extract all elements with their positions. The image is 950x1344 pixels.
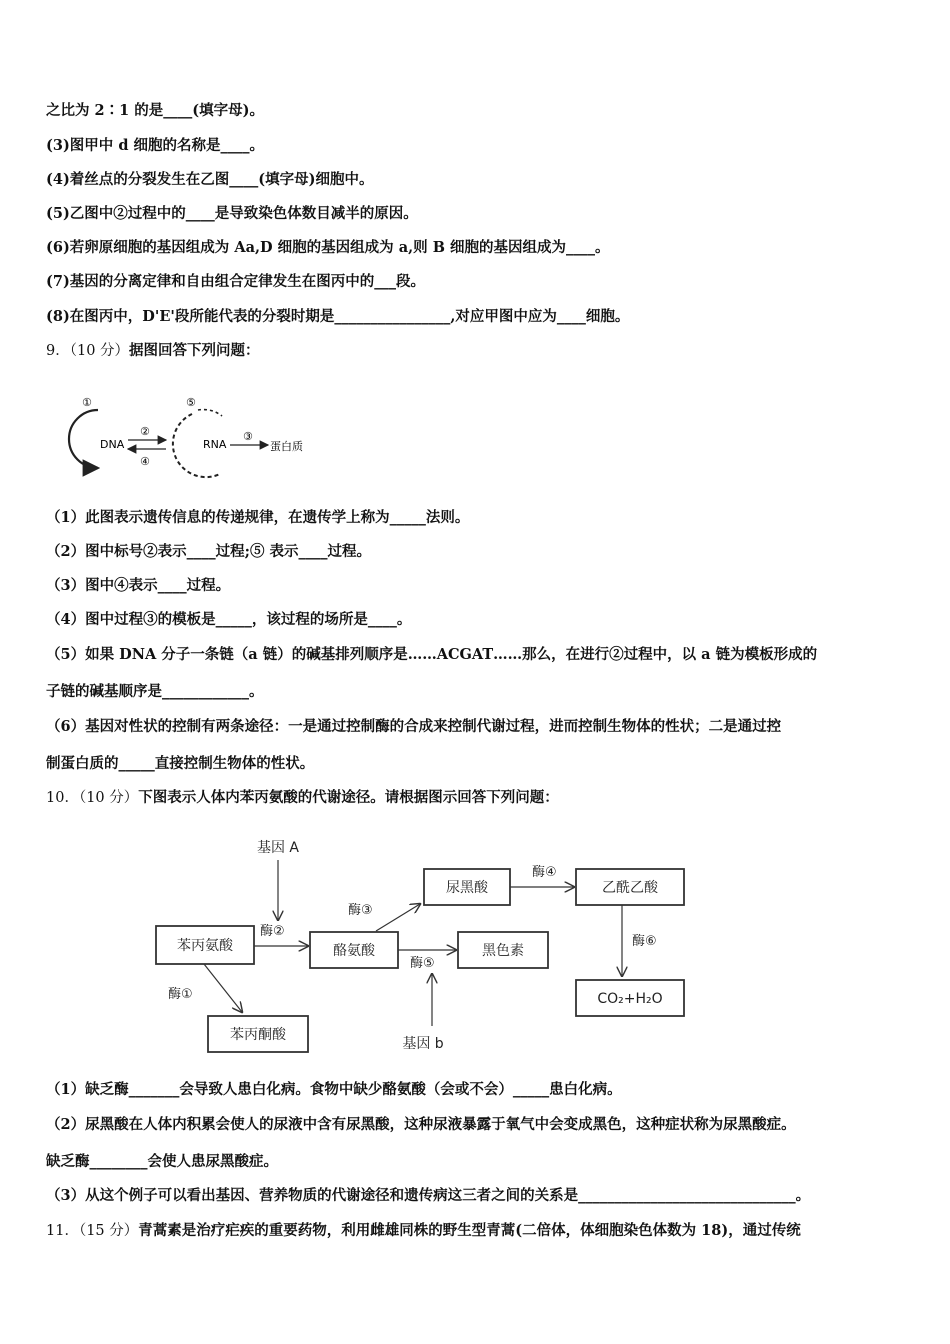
q9-number: 9．（10 分） bbox=[46, 343, 130, 359]
q8-item-6: (6)若卵原细胞的基因组成为 Aa,D 细胞的基因组成为 a,则 B 细胞的基因组成为____。 bbox=[46, 239, 610, 256]
rna-label: RNA bbox=[203, 438, 227, 451]
label-acetoacetic-acid: 乙酰乙酸 bbox=[602, 880, 658, 896]
label-tyrosine: 酪氨酸 bbox=[333, 943, 375, 959]
q10-sub-3: （3）从这个例子可以看出基因、营养物质的代谢途径和遗传病这三者之间的关系是______________________________。 bbox=[46, 1187, 811, 1204]
label-3: ③ bbox=[243, 430, 253, 443]
label-homogentisic-acid: 尿黑酸 bbox=[446, 880, 488, 896]
q8-item-3: (3)图甲中 d 细胞的名称是____。 bbox=[46, 137, 265, 154]
q9-sub-1: （1）此图表示遗传信息的传递规律，在遗传学上称为_____法则。 bbox=[46, 509, 470, 526]
q10-heading bbox=[46, 788, 559, 808]
label-4: ④ bbox=[140, 455, 150, 468]
label-1: ① bbox=[82, 396, 92, 409]
phenylalanine-pathway-diagram bbox=[150, 832, 700, 1062]
label-2: ② bbox=[140, 425, 150, 438]
q9-sub-6-line2: 制蛋白质的_____直接控制生物体的性状。 bbox=[46, 755, 315, 772]
label-5: ⑤ bbox=[186, 396, 196, 409]
label-enzyme-5: 酶⑤ bbox=[410, 956, 435, 971]
q10-sub-2-line1: （2）尿黑酸在人体内积累会使人的尿液中含有尿黑酸，这种尿液暴露于氧气中会变成黑色，这种症状称为尿黑酸症。 bbox=[46, 1116, 796, 1133]
replication-arc bbox=[69, 410, 98, 468]
q8-item-7: (7)基因的分离定律和自由组合定律发生在图丙中的___段。 bbox=[46, 273, 426, 290]
protein-label: 蛋白质 bbox=[270, 440, 303, 453]
label-enzyme-2: 酶② bbox=[260, 924, 285, 939]
q8-line-ratio: 之比为 2∶1 的是____(填字母)。 bbox=[46, 102, 264, 119]
label-melanin: 黑色素 bbox=[482, 943, 524, 959]
label-phenylalanine: 苯丙氨酸 bbox=[177, 938, 233, 954]
q8-item-4: (4)着丝点的分裂发生在乙图____(填字母)细胞中。 bbox=[46, 171, 374, 188]
q8-item-5: (5)乙图中②过程中的____是导致染色体数目减半的原因。 bbox=[46, 205, 418, 222]
dna-label: DNA bbox=[100, 438, 125, 451]
label-enzyme-3: 酶③ bbox=[348, 903, 373, 918]
q9-sub-3: （3）图中④表示____过程。 bbox=[46, 577, 231, 594]
label-co2-h2o: CO₂+H₂O bbox=[597, 991, 663, 1007]
arrow-tyr-to-hga bbox=[376, 904, 420, 931]
label-enzyme-6: 酶⑥ bbox=[632, 934, 657, 949]
q9-sub-5-line2: 子链的碱基顺序是____________。 bbox=[46, 683, 264, 700]
q9-sub-6-line1: （6）基因对性状的控制有两条途径：一是通过控制酶的合成来控制代谢过程，进而控制生物体的性状；二是通过控 bbox=[46, 718, 782, 735]
q9-sub-5-line1: （5）如果 DNA 分子一条链（a 链）的碱基排列顺序是……ACGAT……那么，在进行②过程中，以 a 链为模板形成的 bbox=[46, 646, 818, 663]
arrow-phe-to-ppa bbox=[204, 964, 242, 1012]
q11-heading bbox=[46, 1221, 801, 1241]
q11-title: 青蒿素是治疗疟疾的重要药物，利用雌雄同株的野生型青蒿(二倍体，体细胞染色体数为 18)，通过传统 bbox=[138, 1222, 801, 1239]
q9-sub-4: （4）图中过程③的模板是_____，该过程的场所是____。 bbox=[46, 611, 412, 628]
label-gene-b: 基因 b bbox=[402, 1036, 444, 1052]
label-enzyme-4: 酶④ bbox=[532, 865, 557, 880]
q9-heading bbox=[46, 341, 260, 361]
label-enzyme-1: 酶① bbox=[168, 987, 193, 1002]
q10-title: 下图表示人体内苯丙氨酸的代谢途径。请根据图示回答下列问题： bbox=[138, 789, 559, 806]
q10-number: 10．（10 分） bbox=[46, 790, 139, 806]
q10-sub-2-line2: 缺乏酶________会使人患尿黑酸症。 bbox=[46, 1153, 278, 1170]
q9-title: 据图回答下列问题： bbox=[129, 342, 260, 359]
label-phenylpyruvic-acid: 苯丙酮酸 bbox=[230, 1027, 286, 1043]
label-gene-a: 基因 A bbox=[256, 840, 300, 856]
q8-item-8: (8)在图丙中，D'E'段所能代表的分裂时期是________________,对应甲图中应为____细胞。 bbox=[46, 308, 630, 325]
q11-number: 11．（15 分） bbox=[46, 1223, 139, 1239]
q9-sub-2: （2）图中标号②表示____过程;⑤ 表示____过程。 bbox=[46, 543, 371, 560]
q10-sub-1: （1）缺乏酶_______会导致人患白化病。食物中缺少酪氨酸（会或不会）_____患白化病。 bbox=[46, 1081, 622, 1098]
central-dogma-diagram bbox=[60, 390, 310, 485]
rna-replication-arc-top bbox=[198, 410, 222, 416]
